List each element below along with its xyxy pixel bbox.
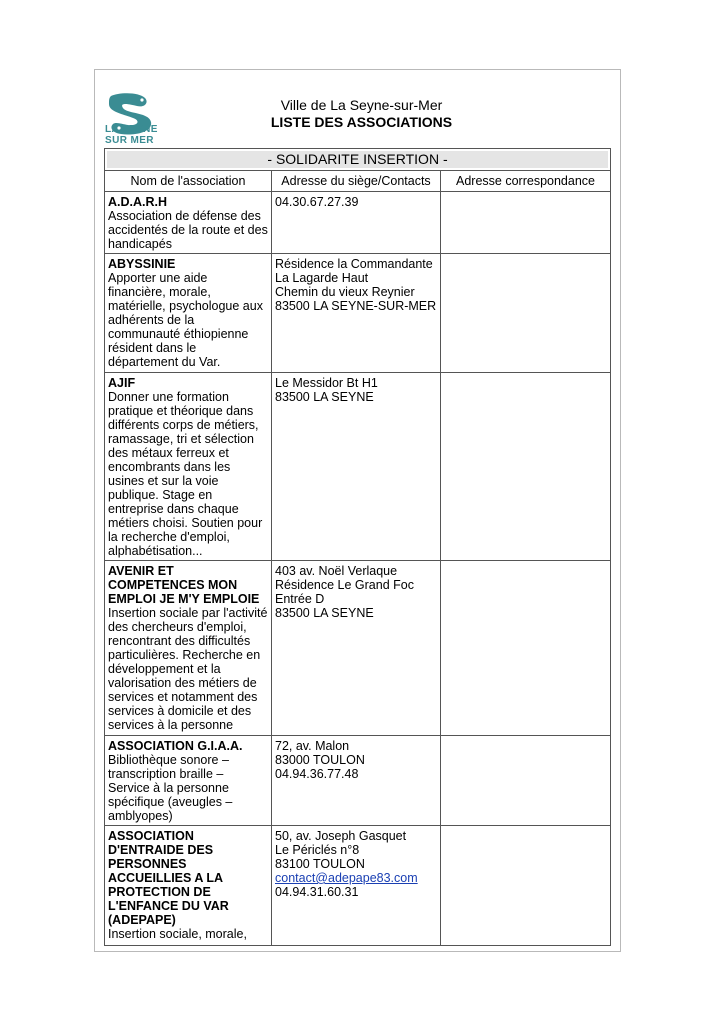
address-cell	[272, 736, 441, 826]
phone-number: 04.94.31.60.31	[275, 885, 359, 899]
address-cell	[272, 254, 441, 373]
correspondence-cell	[441, 561, 611, 736]
table-row	[105, 826, 611, 946]
table-row	[105, 736, 611, 826]
address-cell	[272, 192, 441, 254]
address-line: Le Périclés n°8	[275, 843, 360, 857]
address-line: 50, av. Joseph Gasquet	[275, 829, 407, 843]
document-title	[200, 97, 523, 131]
address-line: 83500 LA SEYNE	[275, 390, 374, 404]
association-name: AJIF	[108, 376, 136, 390]
address-line: Chemin du vieux Reynier	[275, 285, 415, 299]
column-header-name: Nom de l'association	[105, 171, 272, 192]
address-line: La Lagarde Haut	[275, 271, 369, 285]
section-row	[105, 149, 611, 171]
address-line: 04.94.36.77.48	[275, 767, 359, 781]
association-name: ASSOCIATION D'ENTRAIDE DES PERSONNES ACCUEILLIES A LA PROTECTION DE L'ENFANCE DU VAR (ADEPAPE)	[108, 829, 229, 927]
email-link[interactable]: contact@adepape83.com	[275, 871, 418, 885]
address-cell	[272, 373, 441, 561]
table-row	[105, 254, 611, 373]
table-row	[105, 192, 611, 254]
address-line: Résidence la Commandante	[275, 257, 433, 271]
list-title: LISTE DES ASSOCIATIONS	[270, 114, 453, 130]
logo-text: LA SEYNE SUR MER	[105, 124, 158, 146]
address-line: 04.30.67.27.39	[275, 195, 359, 209]
correspondence-cell	[441, 736, 611, 826]
column-header-address: Adresse du siège/Contacts	[272, 171, 441, 192]
address-line: Entrée D	[275, 592, 325, 606]
correspondence-cell	[441, 373, 611, 561]
association-description: Apporter une aide financière, morale, matérielle, psychologue aux adhérents de la communauté éthiopienne résident dans le département du Var.	[108, 271, 263, 369]
association-cell	[105, 736, 272, 826]
association-cell	[105, 192, 272, 254]
address-line: 83100 TOULON	[275, 857, 365, 871]
association-name: AVENIR ET COMPETENCES MON EMPLOI JE M'Y EMPLOIE	[108, 564, 260, 606]
association-name: ABYSSINIE	[108, 257, 176, 271]
association-name: A.D.A.R.H	[108, 195, 168, 209]
association-description: Donner une formation pratique et théorique dans différents corps de métiers, ramassage, tri et sélection des métaux ferreux et encombrants dans les usines et sur la voie publique. Stage en entreprise dans chaque métiers choisi. Soutien pour la recherche d'emploi, alphabétisation...	[108, 390, 263, 558]
correspondence-cell	[441, 826, 611, 946]
table-header-row	[105, 171, 611, 192]
association-cell	[105, 826, 272, 946]
association-description: Insertion sociale par l'activité des chercheurs d'emploi, rencontrant des difficultés particulières. Recherche en développement et la valorisation des métiers de services et notamment des services à domicile et des services à la personne	[108, 606, 268, 732]
address-line: 83000 TOULON	[275, 753, 365, 767]
address-line: 403 av. Noël Verlaque	[275, 564, 398, 578]
address-cell	[272, 826, 441, 946]
association-description: Insertion sociale, morale,	[108, 927, 247, 941]
association-description: Bibliothèque sonore – transcription braille – Service à la personne spécifique (aveugles – amblyopes)	[108, 753, 233, 823]
associations-table	[104, 148, 611, 946]
address-line: Résidence Le Grand Foc	[275, 578, 414, 592]
address-line: 83500 LA SEYNE	[275, 606, 374, 620]
table-row	[105, 561, 611, 736]
association-cell	[105, 254, 272, 373]
association-cell	[105, 373, 272, 561]
column-header-correspondence: Adresse correspondance	[441, 171, 611, 192]
association-cell	[105, 561, 272, 736]
address-line: 72, av. Malon	[275, 739, 350, 753]
correspondence-cell	[441, 192, 611, 254]
city-name: Ville de La Seyne-sur-Mer	[280, 97, 443, 113]
address-line: 83500 LA SEYNE-SUR-MER	[275, 299, 437, 313]
section-title: - SOLIDARITE INSERTION -	[107, 151, 608, 168]
address-cell	[272, 561, 441, 736]
table-row	[105, 373, 611, 561]
association-name: ASSOCIATION G.I.A.A.	[108, 739, 243, 753]
address-line: Le Messidor Bt H1	[275, 376, 378, 390]
correspondence-cell	[441, 254, 611, 373]
association-description: Association de défense des accidentés de la route et des handicapés	[108, 209, 268, 251]
